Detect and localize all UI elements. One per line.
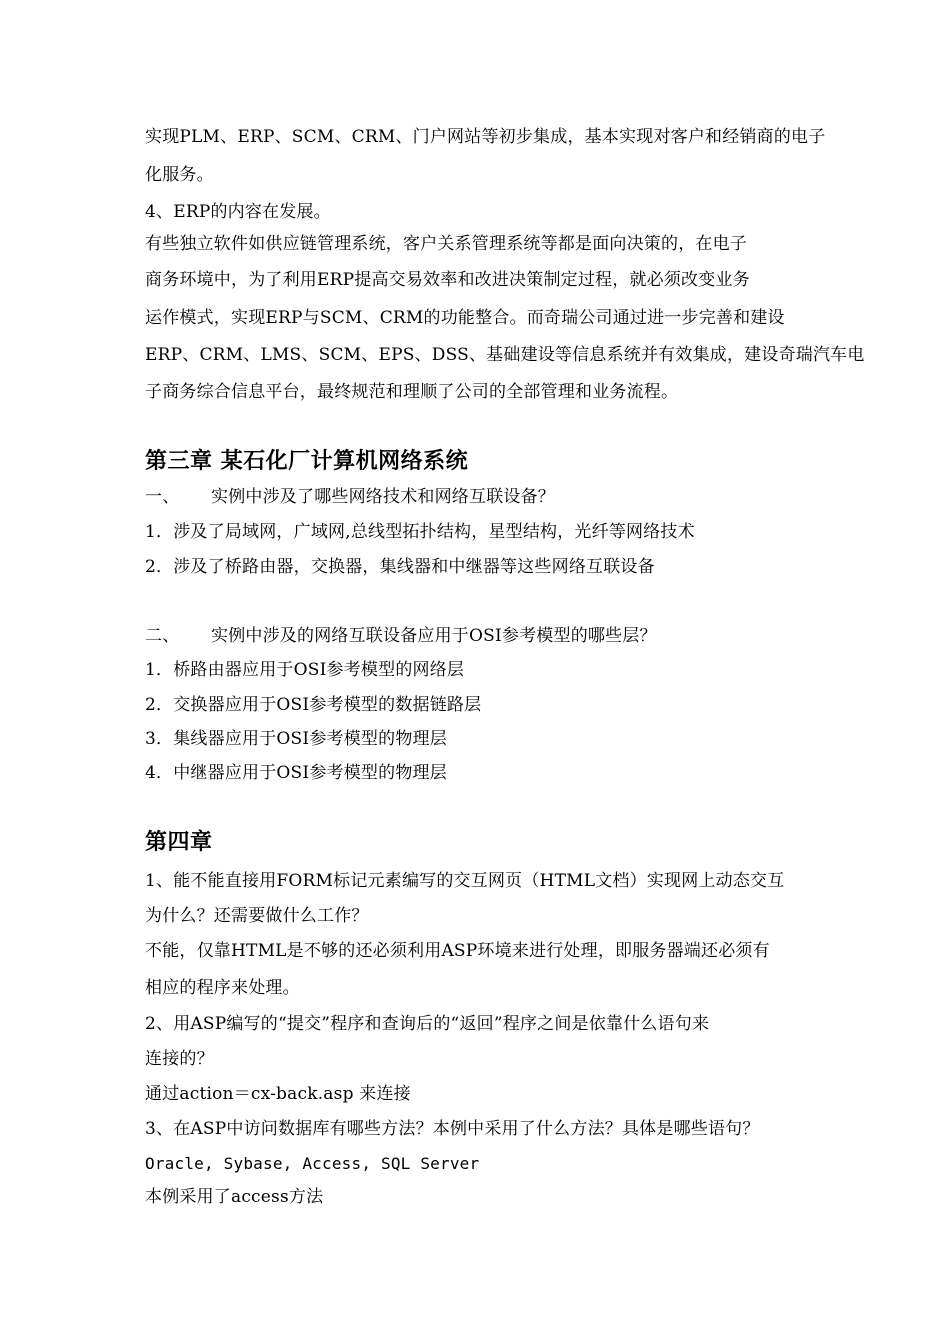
intro-line-6: 运作模式，实现ERP与SCM、CRM的功能整合。而奇瑞公司通过进一步完善和建设 [145,308,785,328]
chapter3-q1-answer-1: 1．涉及了局域网，广域网,总线型拓扑结构，星型结构，光纤等网络技术 [145,522,695,542]
chapter4-line-2: 为什么？还需要做什么工作？ [145,906,369,926]
intro-line-5: 商务环境中，为了利用ERP提高交易效率和改进决策制定过程，就必须改变业务 [145,270,750,290]
chapter4-line-7: 通过action＝cx-back.asp 来连接 [145,1084,411,1104]
chapter3-question-2 [145,626,657,646]
chapter4-line-8: 3、在ASP中访问数据库有哪些方法？本例中采用了什么方法？具体是哪些语句？ [145,1119,760,1139]
question-1-text: 实例中涉及了哪些网络技术和网络互联设备？ [211,487,555,507]
chapter4-line-9: Oracle, Sybase, Access, SQL Server [145,1154,480,1173]
intro-line-7: ERP、CRM、LMS、SCM、EPS、DSS、基础建设等信息系统并有效集成，建设奇瑞汽车电 [145,345,865,365]
chapter4-line-10: 本例采用了access方法 [145,1187,324,1207]
intro-line-2: 化服务。 [145,165,214,185]
chapter4-title: 第四章 [145,829,213,855]
question-2-number: 二、 [145,626,180,646]
question-2-text: 实例中涉及的网络互联设备应用于OSI参考模型的哪些层？ [211,626,657,646]
chapter4-line-4: 相应的程序来处理。 [145,978,300,998]
intro-line-8: 子商务综合信息平台，最终规范和理顺了公司的全部管理和业务流程。 [145,382,679,402]
chapter4-line-3: 不能，仅靠HTML是不够的还必须利用ASP环境来进行处理，即服务器端还必须有 [145,941,770,961]
chapter4-line-6: 连接的？ [145,1049,214,1069]
intro-line-1: 实现PLM、ERP、SCM、CRM、门户网站等初步集成，基本实现对客户和经销商的电子 [145,127,826,147]
chapter3-q2-answer-3: 3．集线器应用于OSI参考模型的物理层 [145,729,447,749]
chapter3-q1-answer-2: 2．涉及了桥路由器，交换器，集线器和中继器等这些网络互联设备 [145,557,655,577]
chapter3-title: 第三章 某石化厂计算机网络系统 [145,448,469,474]
intro-line-4: 有些独立软件如供应链管理系统，客户关系管理系统等都是面向决策的，在电子 [145,234,747,254]
chapter4-line-5: 2、用ASP编写的“提交”程序和查询后的“返回”程序之间是依靠什么语句来 [145,1014,710,1034]
chapter3-q2-answer-1: 1．桥路由器应用于OSI参考模型的网络层 [145,660,465,680]
question-1-number: 一、 [145,487,180,507]
chapter3-q2-answer-4: 4．中继器应用于OSI参考模型的物理层 [145,763,447,783]
chapter4-line-1: 1、能不能直接用FORM标记元素编写的交互网页（HTML文档）实现网上动态交互 [145,871,785,891]
chapter3-q2-answer-2: 2．交换器应用于OSI参考模型的数据链路层 [145,695,482,715]
intro-line-3: 4、ERP的内容在发展。 [145,202,331,222]
chapter3-question-1 [145,487,555,507]
